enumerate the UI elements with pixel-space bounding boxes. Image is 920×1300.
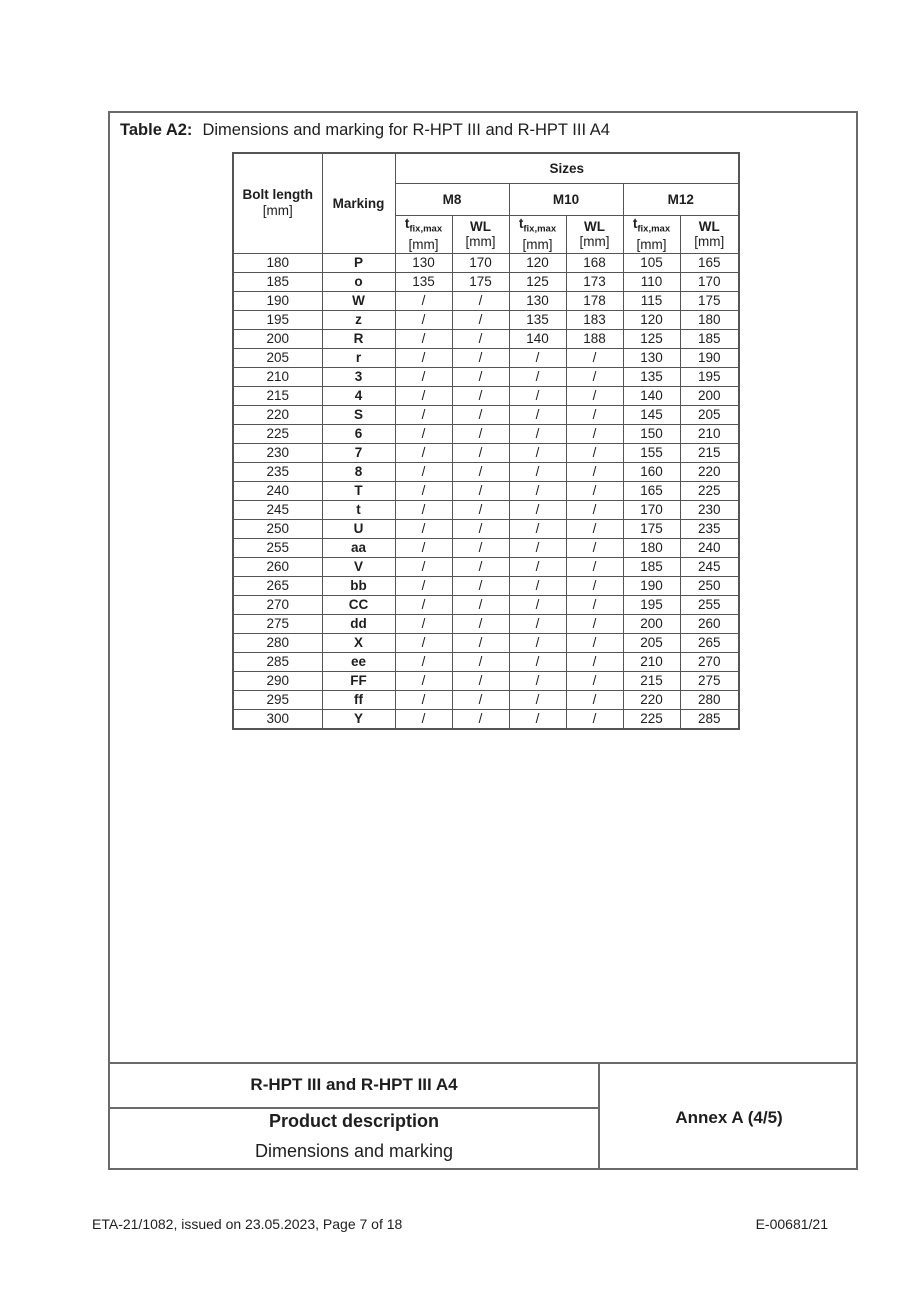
table-row xyxy=(233,462,739,481)
bolt-length-cell: 225 xyxy=(233,424,322,443)
marking-cell: 7 xyxy=(322,443,395,462)
wl-cell: / xyxy=(452,709,509,729)
tfix-cell: / xyxy=(395,652,452,671)
tfix-cell: 135 xyxy=(509,310,566,329)
tfix-cell: / xyxy=(509,348,566,367)
tfix-cell: / xyxy=(509,576,566,595)
tfix-cell: / xyxy=(395,690,452,709)
wl-header xyxy=(566,215,623,253)
wl-cell: / xyxy=(452,462,509,481)
tfix-cell: / xyxy=(395,671,452,690)
wl-cell: 240 xyxy=(680,538,739,557)
tfix-cell: 110 xyxy=(623,272,680,291)
wl-cell: 185 xyxy=(680,329,739,348)
wl-cell: / xyxy=(566,367,623,386)
wl-cell: 250 xyxy=(680,576,739,595)
wl-cell: 180 xyxy=(680,310,739,329)
table-caption-label: Table A2: xyxy=(120,121,193,139)
wl-cell: / xyxy=(566,709,623,729)
bolt-length-cell: 215 xyxy=(233,386,322,405)
wl-cell: 183 xyxy=(566,310,623,329)
table-body xyxy=(233,253,739,729)
wl-cell: / xyxy=(452,595,509,614)
bolt-length-cell: 190 xyxy=(233,291,322,310)
wl-cell: 165 xyxy=(680,253,739,272)
tfix-symbol: t xyxy=(518,216,524,232)
table-row xyxy=(233,690,739,709)
tfix-cell: / xyxy=(509,557,566,576)
marking-cell: r xyxy=(322,348,395,367)
wl-cell: 280 xyxy=(680,690,739,709)
marking-cell: CC xyxy=(322,595,395,614)
tfix-cell: / xyxy=(395,462,452,481)
wl-cell: / xyxy=(566,576,623,595)
wl-cell: / xyxy=(452,367,509,386)
wl-cell: 170 xyxy=(452,253,509,272)
wl-cell: 275 xyxy=(680,671,739,690)
tfix-cell: 130 xyxy=(509,291,566,310)
footer-top-rule xyxy=(108,1062,858,1064)
marking-cell: ff xyxy=(322,690,395,709)
tfix-cell: 165 xyxy=(623,481,680,500)
tfix-cell: / xyxy=(395,348,452,367)
tfix-cell: 135 xyxy=(395,272,452,291)
wl-cell: 173 xyxy=(566,272,623,291)
tfix-cell: 180 xyxy=(623,538,680,557)
marking-cell: V xyxy=(322,557,395,576)
table-row xyxy=(233,310,739,329)
tfix-cell: 120 xyxy=(623,310,680,329)
table-caption xyxy=(120,121,610,140)
tfix-unit: [mm] xyxy=(408,236,439,252)
marking-cell: R xyxy=(322,329,395,348)
tfix-unit: [mm] xyxy=(636,236,667,252)
marking-cell: ee xyxy=(322,652,395,671)
table-row xyxy=(233,481,739,500)
marking-cell: P xyxy=(322,253,395,272)
wl-cell: / xyxy=(452,386,509,405)
tfix-cell: 105 xyxy=(623,253,680,272)
table-row xyxy=(233,652,739,671)
tfix-cell: 175 xyxy=(623,519,680,538)
wl-cell: 270 xyxy=(680,652,739,671)
tfix-cell: 140 xyxy=(509,329,566,348)
tfix-cell: / xyxy=(509,633,566,652)
wl-cell: 260 xyxy=(680,614,739,633)
wl-cell: 195 xyxy=(680,367,739,386)
tfix-cell: / xyxy=(395,386,452,405)
tfix-cell: 210 xyxy=(623,652,680,671)
table-row xyxy=(233,329,739,348)
marking-cell: Y xyxy=(322,709,395,729)
tfix-cell: 140 xyxy=(623,386,680,405)
tfix-cell: 215 xyxy=(623,671,680,690)
tfix-cell: / xyxy=(509,405,566,424)
wl-cell: / xyxy=(452,481,509,500)
marking-cell: 4 xyxy=(322,386,395,405)
tfix-cell: 130 xyxy=(623,348,680,367)
marking-cell: 8 xyxy=(322,462,395,481)
tfix-symbol: t xyxy=(632,216,638,232)
table-row xyxy=(233,386,739,405)
tfix-symbol: t xyxy=(404,216,410,232)
wl-cell: / xyxy=(452,557,509,576)
bolt-length-unit: [mm] xyxy=(262,203,293,219)
bolt-length-cell: 235 xyxy=(233,462,322,481)
wl-cell: / xyxy=(566,633,623,652)
marking-cell: W xyxy=(322,291,395,310)
wl-cell: / xyxy=(566,443,623,462)
wl-cell: 220 xyxy=(680,462,739,481)
tfix-header xyxy=(509,215,566,253)
size-m10-header: M10 xyxy=(509,183,623,215)
bolt-length-cell: 280 xyxy=(233,633,322,652)
wl-cell: / xyxy=(566,386,623,405)
marking-cell: t xyxy=(322,500,395,519)
wl-cell: / xyxy=(452,348,509,367)
bolt-length-cell: 290 xyxy=(233,671,322,690)
wl-cell: 200 xyxy=(680,386,739,405)
tfix-cell: / xyxy=(509,462,566,481)
bolt-length-cell: 240 xyxy=(233,481,322,500)
tfix-cell: 195 xyxy=(623,595,680,614)
tfix-cell: / xyxy=(395,500,452,519)
marking-cell: dd xyxy=(322,614,395,633)
tfix-cell: / xyxy=(509,614,566,633)
table-row xyxy=(233,367,739,386)
wl-cell: / xyxy=(452,633,509,652)
bolt-length-cell: 265 xyxy=(233,576,322,595)
tfix-header xyxy=(623,215,680,253)
wl-cell: / xyxy=(566,424,623,443)
marking-cell: 3 xyxy=(322,367,395,386)
wl-cell: 178 xyxy=(566,291,623,310)
footer-subtitle: Dimensions and marking xyxy=(254,1141,454,1161)
tfix-cell: 150 xyxy=(623,424,680,443)
wl-cell: / xyxy=(452,500,509,519)
marking-cell: o xyxy=(322,272,395,291)
wl-cell: / xyxy=(452,291,509,310)
tfix-cell: / xyxy=(395,595,452,614)
bolt-length-cell: 275 xyxy=(233,614,322,633)
bolt-length-cell: 180 xyxy=(233,253,322,272)
footer-middle-rule xyxy=(108,1107,600,1109)
wl-unit: [mm] xyxy=(465,234,496,249)
wl-cell: / xyxy=(566,462,623,481)
wl-cell: / xyxy=(452,519,509,538)
table-row xyxy=(233,443,739,462)
wl-cell: / xyxy=(452,614,509,633)
table-row xyxy=(233,671,739,690)
wl-cell: / xyxy=(566,519,623,538)
tfix-subscript: fix,max xyxy=(523,223,557,235)
size-m12-header: M12 xyxy=(623,183,739,215)
marking-cell: aa xyxy=(322,538,395,557)
size-m8-header: M8 xyxy=(395,183,509,215)
table-row xyxy=(233,614,739,633)
table-row xyxy=(233,405,739,424)
wl-cell: 175 xyxy=(452,272,509,291)
tfix-subscript: fix,max xyxy=(637,223,671,235)
wl-cell: 285 xyxy=(680,709,739,729)
wl-cell: / xyxy=(566,557,623,576)
tfix-cell: / xyxy=(509,500,566,519)
wl-unit: [mm] xyxy=(579,234,610,249)
tfix-cell: 225 xyxy=(623,709,680,729)
table-row xyxy=(233,538,739,557)
bolt-length-cell: 295 xyxy=(233,690,322,709)
wl-label: WL xyxy=(584,219,605,234)
tfix-cell: 125 xyxy=(509,272,566,291)
wl-cell: / xyxy=(452,424,509,443)
tfix-cell: / xyxy=(395,614,452,633)
wl-header xyxy=(680,215,739,253)
marking-cell: U xyxy=(322,519,395,538)
wl-cell: 265 xyxy=(680,633,739,652)
table-caption-text: Dimensions and marking for R-HPT III and R-HPT III A4 xyxy=(202,121,610,139)
tfix-cell: 120 xyxy=(509,253,566,272)
marking-cell: FF xyxy=(322,671,395,690)
tfix-cell: / xyxy=(395,519,452,538)
tfix-cell: / xyxy=(395,557,452,576)
tfix-cell: / xyxy=(509,386,566,405)
wl-cell: / xyxy=(566,690,623,709)
tfix-subscript: fix,max xyxy=(409,223,443,235)
wl-cell: / xyxy=(566,671,623,690)
wl-cell: / xyxy=(452,405,509,424)
table-row xyxy=(233,348,739,367)
marking-cell: T xyxy=(322,481,395,500)
tfix-cell: / xyxy=(509,519,566,538)
wl-cell: / xyxy=(566,500,623,519)
tfix-cell: / xyxy=(509,481,566,500)
tfix-cell: 190 xyxy=(623,576,680,595)
tfix-cell: / xyxy=(509,443,566,462)
tfix-unit: [mm] xyxy=(522,236,553,252)
tfix-cell: 145 xyxy=(623,405,680,424)
table-row xyxy=(233,709,739,729)
tfix-cell: / xyxy=(395,329,452,348)
footer-description: Product description xyxy=(268,1111,439,1131)
tfix-cell: 160 xyxy=(623,462,680,481)
wl-label: WL xyxy=(470,219,491,234)
wl-cell: / xyxy=(566,538,623,557)
table-row xyxy=(233,633,739,652)
footer-product-name: R-HPT III and R-HPT III A4 xyxy=(250,1075,458,1094)
bolt-length-cell: 200 xyxy=(233,329,322,348)
wl-cell: 235 xyxy=(680,519,739,538)
tfix-cell: / xyxy=(395,367,452,386)
wl-cell: / xyxy=(452,671,509,690)
wl-cell: / xyxy=(566,405,623,424)
tfix-cell: 170 xyxy=(623,500,680,519)
tfix-cell: / xyxy=(395,424,452,443)
bolt-length-cell: 285 xyxy=(233,652,322,671)
wl-cell: / xyxy=(566,595,623,614)
tfix-cell: / xyxy=(395,443,452,462)
page-footer-reference: ETA-21/1082, issued on 23.05.2023, Page 7 of 18 xyxy=(92,1216,403,1232)
wl-cell: 188 xyxy=(566,329,623,348)
table-row xyxy=(233,424,739,443)
marking-cell: S xyxy=(322,405,395,424)
tfix-cell: / xyxy=(509,367,566,386)
bolt-length-header xyxy=(233,153,322,253)
tfix-cell: / xyxy=(395,291,452,310)
tfix-cell: 125 xyxy=(623,329,680,348)
bolt-length-cell: 220 xyxy=(233,405,322,424)
wl-cell: 168 xyxy=(566,253,623,272)
wl-cell: / xyxy=(566,652,623,671)
wl-cell: / xyxy=(452,310,509,329)
marking-cell: z xyxy=(322,310,395,329)
bolt-length-cell: 300 xyxy=(233,709,322,729)
bolt-length-label: Bolt length xyxy=(242,187,313,203)
bolt-length-cell: 230 xyxy=(233,443,322,462)
tfix-cell: 185 xyxy=(623,557,680,576)
table-row xyxy=(233,557,739,576)
wl-cell: 255 xyxy=(680,595,739,614)
wl-cell: 190 xyxy=(680,348,739,367)
wl-cell: / xyxy=(452,690,509,709)
wl-cell: 205 xyxy=(680,405,739,424)
tfix-header xyxy=(395,215,452,253)
marking-cell: X xyxy=(322,633,395,652)
wl-cell: / xyxy=(452,329,509,348)
tfix-cell: 220 xyxy=(623,690,680,709)
marking-cell: bb xyxy=(322,576,395,595)
sizes-header: Sizes xyxy=(395,153,739,183)
tfix-cell: 130 xyxy=(395,253,452,272)
tfix-cell: / xyxy=(395,576,452,595)
wl-cell: 170 xyxy=(680,272,739,291)
wl-cell: 175 xyxy=(680,291,739,310)
table-row xyxy=(233,500,739,519)
tfix-cell: 155 xyxy=(623,443,680,462)
bolt-length-cell: 270 xyxy=(233,595,322,614)
wl-cell: / xyxy=(452,443,509,462)
tfix-cell: / xyxy=(395,709,452,729)
bolt-length-cell: 250 xyxy=(233,519,322,538)
marking-header: Marking xyxy=(322,153,395,253)
wl-cell: 230 xyxy=(680,500,739,519)
tfix-cell: / xyxy=(509,538,566,557)
tfix-cell: / xyxy=(509,424,566,443)
wl-header xyxy=(452,215,509,253)
bolt-length-cell: 255 xyxy=(233,538,322,557)
tfix-cell: 115 xyxy=(623,291,680,310)
marking-cell: 6 xyxy=(322,424,395,443)
bolt-length-cell: 260 xyxy=(233,557,322,576)
tfix-cell: / xyxy=(395,633,452,652)
bolt-length-cell: 185 xyxy=(233,272,322,291)
tfix-cell: / xyxy=(395,405,452,424)
bolt-length-cell: 195 xyxy=(233,310,322,329)
bolt-length-cell: 210 xyxy=(233,367,322,386)
tfix-cell: / xyxy=(509,709,566,729)
bolt-length-cell: 245 xyxy=(233,500,322,519)
table-row xyxy=(233,576,739,595)
bolt-length-cell: 205 xyxy=(233,348,322,367)
tfix-cell: / xyxy=(509,671,566,690)
tfix-cell: 135 xyxy=(623,367,680,386)
tfix-cell: 200 xyxy=(623,614,680,633)
tfix-cell: / xyxy=(509,690,566,709)
wl-cell: / xyxy=(452,538,509,557)
wl-cell: / xyxy=(452,576,509,595)
wl-cell: / xyxy=(566,614,623,633)
wl-unit: [mm] xyxy=(694,234,725,249)
wl-cell: / xyxy=(452,652,509,671)
tfix-cell: / xyxy=(509,595,566,614)
wl-cell: 210 xyxy=(680,424,739,443)
table-row xyxy=(233,595,739,614)
table-row xyxy=(233,291,739,310)
tfix-cell: / xyxy=(395,538,452,557)
table-row xyxy=(233,519,739,538)
table-row xyxy=(233,272,739,291)
wl-cell: / xyxy=(566,348,623,367)
wl-cell: 245 xyxy=(680,557,739,576)
tfix-cell: / xyxy=(509,652,566,671)
wl-cell: 215 xyxy=(680,443,739,462)
wl-label: WL xyxy=(698,219,720,234)
tfix-cell: / xyxy=(395,310,452,329)
page-footer-document-id: E-00681/21 xyxy=(755,1216,828,1232)
wl-cell: 225 xyxy=(680,481,739,500)
dimensions-table xyxy=(232,152,740,730)
table-row xyxy=(233,253,739,272)
tfix-cell: 205 xyxy=(623,633,680,652)
footer-annex: Annex A (4/5) xyxy=(675,1108,783,1127)
tfix-cell: / xyxy=(395,481,452,500)
wl-cell: / xyxy=(566,481,623,500)
